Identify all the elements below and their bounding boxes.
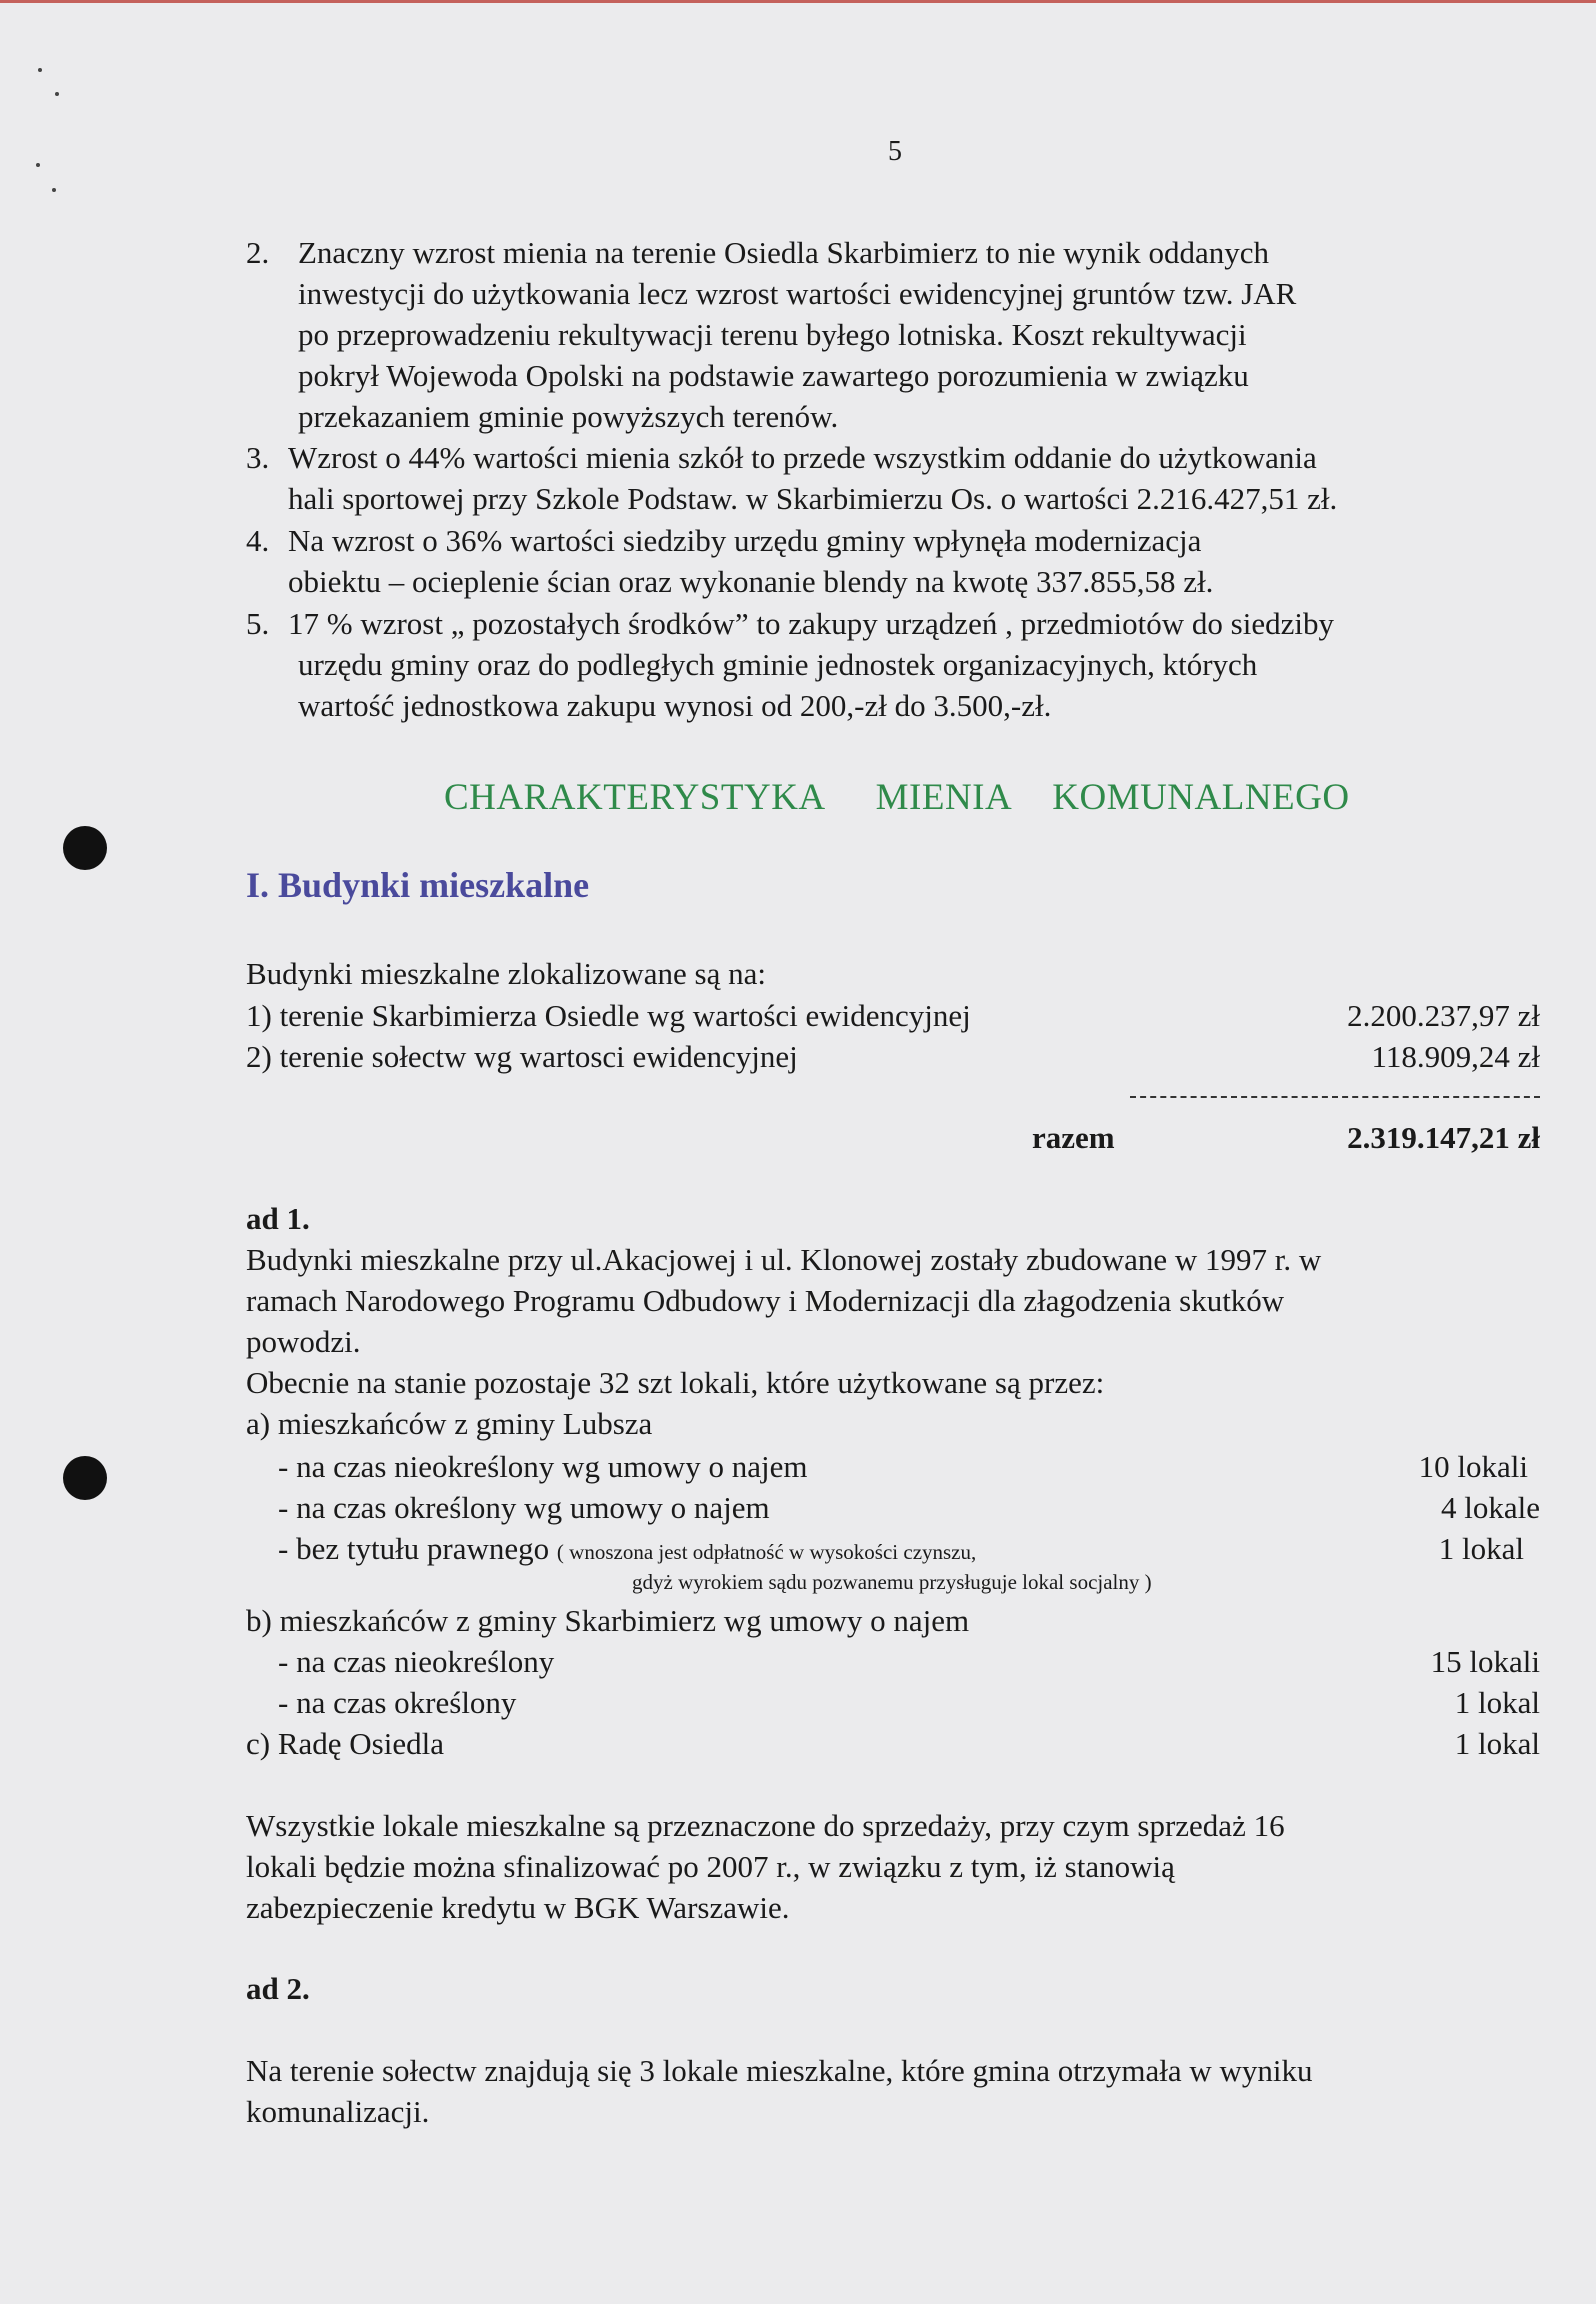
list-item-2 (246, 232, 1296, 437)
paragraph-line: zabezpieczenie kredytu w BGK Warszawie. (246, 1890, 790, 1925)
sum-divider (1130, 1096, 1540, 1098)
b-item-label: - na czas określony (278, 1685, 517, 1720)
group-c-value: 1 lokal (1454, 1726, 1540, 1761)
total-label: razem (1032, 1120, 1115, 1155)
b-item-value: 15 lokali (1430, 1644, 1540, 1679)
list-line: inwestycji do użytkowania lecz wzrost wartości ewidencyjnej gruntów tzw. JAR (298, 276, 1297, 311)
group-b-label: b) mieszkańców z gminy Skarbimierz wg umowy o najem (246, 1603, 970, 1638)
list-number: 3. (246, 440, 270, 475)
a-item-value: 1 lokal (1438, 1531, 1524, 1566)
scan-speck (52, 188, 56, 192)
total-value: 2.319.147,21 zł (1347, 1120, 1540, 1155)
a-item-label (278, 1528, 976, 1573)
list-line: Wzrost o 44% wartości mienia szkół to przede wszystkim oddanie do użytkowania (288, 440, 1317, 475)
location-label: 2) terenie sołectw wg wartosci ewidencyjnej (246, 1039, 798, 1074)
ad1-heading: ad 1. (246, 1201, 310, 1236)
list-line: po przeprowadzeniu rekultywacji terenu byłego lotniska. Koszt rekultywacji (298, 317, 1247, 352)
section-title-word: MIENIA (875, 777, 1013, 818)
page-number: 5 (888, 136, 902, 167)
paragraph-line: Budynki mieszkalne przy ul.Akacjowej i ul. Klonowej zostały zbudowane w 1997 r. w (246, 1242, 1322, 1277)
b-item-value: 1 lokal (1454, 1685, 1540, 1720)
list-line: wartość jednostkowa zakupu wynosi od 200,-zł do 3.500,-zł. (298, 688, 1052, 723)
scan-edge-line (0, 0, 1596, 3)
list-number: 5. (246, 606, 270, 641)
location-value: 2.200.237,97 zł (1347, 998, 1540, 1033)
paragraph-line: Wszystkie lokale mieszkalne są przeznaczone do sprzedaży, przy czym sprzedaż 16 (246, 1808, 1285, 1843)
a-item-value: 10 lokali (1418, 1449, 1528, 1484)
list-line: obiektu – ocieplenie ścian oraz wykonanie blendy na kwotę 337.855,58 zł. (288, 564, 1214, 599)
paragraph-line: Na terenie sołectw znajdują się 3 lokale mieszkalne, które gmina otrzymała w wyniku (246, 2053, 1313, 2088)
intro-text: Budynki mieszkalne zlokalizowane są na: (246, 956, 766, 991)
list-item-4 (246, 520, 1213, 602)
group-c-label: c) Radę Osiedla (246, 1726, 444, 1761)
scan-speck (55, 92, 59, 96)
a-item-note-continued: gdyż wyrokiem sądu pozwanemu przysługuje lokal socjalny ) (632, 1570, 1152, 1594)
list-line: hali sportowej przy Szkole Podstaw. w Skarbimierzu Os. o wartości 2.216.427,51 zł. (288, 481, 1338, 516)
list-line: pokrył Wojewoda Opolski na podstawie zawartego porozumienia w związku (298, 358, 1249, 393)
subsection-title: I. Budynki mieszkalne (246, 865, 590, 905)
list-number: 2. (246, 235, 270, 270)
section-title (444, 776, 1350, 819)
a-item-label: - na czas określony wg umowy o najem (278, 1490, 770, 1525)
a-item-note: ( wnoszona jest odpłatność w wysokości czynszu, (556, 1540, 977, 1564)
paragraph-line: lokali będzie można sfinalizować po 2007 r., w związku z tym, iż stanowią (246, 1849, 1175, 1884)
group-a-label: a) mieszkańców z gminy Lubsza (246, 1406, 653, 1441)
scan-speck (38, 68, 42, 72)
list-line: Znaczny wzrost mienia na terenie Osiedla Skarbimierz to nie wynik oddanych (298, 235, 1270, 270)
scan-speck (36, 163, 40, 167)
ad2-heading: ad 2. (246, 1971, 310, 2006)
ad2-paragraph (246, 2050, 1313, 2132)
list-line: urzędu gminy oraz do podległych gminie jednostek organizacyjnych, których (298, 647, 1258, 682)
list-item-5 (246, 603, 1334, 726)
list-item-3 (246, 437, 1337, 519)
list-line: 17 % wzrost „ pozostałych środków” to zakupy urządzeń , przedmiotów do siedziby (288, 606, 1334, 641)
list-number: 4. (246, 523, 270, 558)
location-value: 118.909,24 zł (1371, 1039, 1540, 1074)
ad1-closing (246, 1805, 1285, 1928)
hole-punch-top (63, 826, 107, 870)
paragraph-line: ramach Narodowego Programu Odbudowy i Modernizacji dla złagodzenia skutków (246, 1283, 1285, 1318)
location-label: 1) terenie Skarbimierza Osiedle wg wartości ewidencyjnej (246, 998, 971, 1033)
a-item-label-text: - bez tytułu prawnego (278, 1531, 550, 1566)
ad1-paragraph (246, 1239, 1321, 1444)
paragraph-line: Obecnie na stanie pozostaje 32 szt lokali, które użytkowane są przez: (246, 1365, 1105, 1400)
list-line: przekazaniem gminie powyższych terenów. (298, 399, 839, 434)
list-line: Na wzrost o 36% wartości siedziby urzędu gminy wpłynęła modernizacja (288, 523, 1202, 558)
paragraph-line: komunalizacji. (246, 2094, 430, 2129)
paragraph-line: powodzi. (246, 1324, 361, 1359)
a-item-label: - na czas nieokreślony wg umowy o najem (278, 1449, 808, 1484)
hole-punch-bottom (63, 1456, 107, 1500)
section-title-word: CHARAKTERYSTYKA (444, 777, 826, 818)
b-item-label: - na czas nieokreślony (278, 1644, 555, 1679)
a-item-value: 4 lokale (1441, 1490, 1540, 1525)
section-title-word: KOMUNALNEGO (1052, 777, 1350, 818)
